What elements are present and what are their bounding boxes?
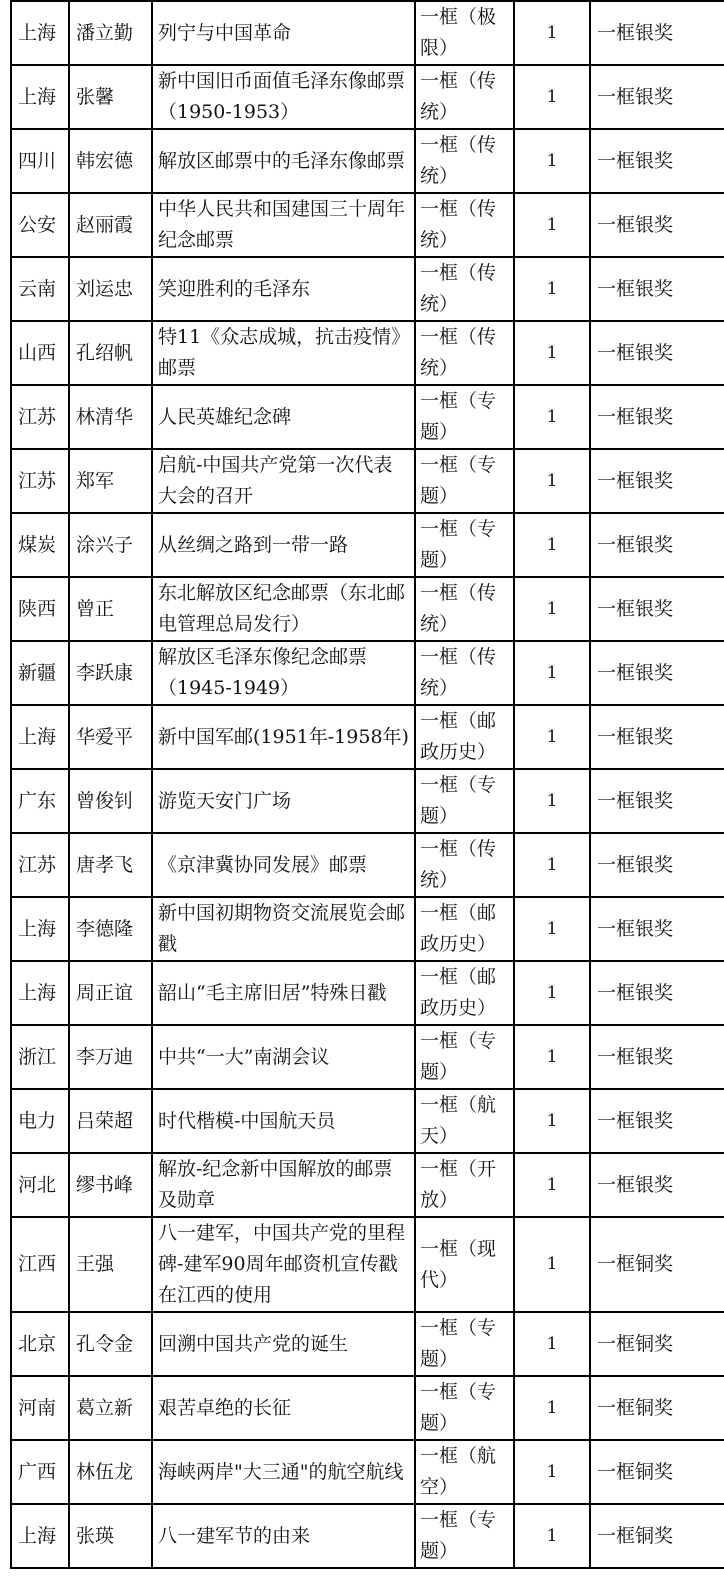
region-cell: 广东 [11, 769, 69, 833]
exhibit-category-cell: 一框（航空） [415, 1440, 514, 1504]
award-cell: 一框铜奖 [590, 1440, 724, 1504]
exhibit-title-cell: 游览天安门广场 [152, 769, 415, 833]
exhibit-title-cell: 新中国军邮(1951年-1958年) [152, 705, 415, 769]
region-cell: 北京 [11, 1312, 69, 1376]
exhibit-title-cell: 解放区毛泽东像纪念邮票（1945-1949） [152, 641, 415, 705]
exhibit-category-cell: 一框（邮政历史） [415, 705, 514, 769]
region-cell: 云南 [11, 257, 69, 321]
exhibitor-name-cell: 李跃康 [69, 641, 152, 705]
award-cell: 一框铜奖 [590, 1376, 724, 1440]
exhibit-category-cell: 一框（邮政历史） [415, 897, 514, 961]
frame-count-cell: 1 [514, 385, 590, 449]
award-cell: 一框银奖 [590, 1089, 724, 1153]
region-cell: 浙江 [11, 1025, 69, 1089]
exhibit-category-cell: 一框（开放） [415, 1153, 514, 1217]
table-row [11, 577, 724, 641]
exhibitor-name-cell: 韩宏德 [69, 129, 152, 193]
frame-count-cell: 1 [514, 1504, 590, 1568]
frame-count-cell: 1 [514, 257, 590, 321]
table-row [11, 961, 724, 1025]
region-cell: 河南 [11, 1376, 69, 1440]
exhibit-category-cell: 一框（邮政历史） [415, 961, 514, 1025]
award-cell: 一框银奖 [590, 449, 724, 513]
exhibit-title-cell: 韶山“毛主席旧居”特殊日戳 [152, 961, 415, 1025]
exhibit-category-cell: 一框（传统） [415, 129, 514, 193]
table-row [11, 513, 724, 577]
exhibitor-name-cell: 李德隆 [69, 897, 152, 961]
table-row [11, 1376, 724, 1440]
exhibit-title-cell: 启航-中国共产党第一次代表大会的召开 [152, 449, 415, 513]
exhibit-title-cell: 回溯中国共产党的诞生 [152, 1312, 415, 1376]
table-row [11, 1504, 724, 1568]
award-cell: 一框银奖 [590, 577, 724, 641]
region-cell: 江苏 [11, 449, 69, 513]
exhibitor-name-cell: 曾正 [69, 577, 152, 641]
award-cell: 一框银奖 [590, 897, 724, 961]
exhibit-title-cell: 中华人民共和国建国三十周年纪念邮票 [152, 193, 415, 257]
exhibit-title-cell: 新中国旧币面值毛泽东像邮票（1950-1953） [152, 65, 415, 129]
frame-count-cell: 1 [514, 321, 590, 385]
exhibit-category-cell: 一框（专题） [415, 449, 514, 513]
exhibit-title-cell: 新中国初期物资交流展览会邮戳 [152, 897, 415, 961]
exhibitor-name-cell: 葛立新 [69, 1376, 152, 1440]
exhibitor-name-cell: 王强 [69, 1217, 152, 1312]
region-cell: 上海 [11, 65, 69, 129]
frame-count-cell: 1 [514, 1089, 590, 1153]
exhibit-category-cell: 一框（传统） [415, 257, 514, 321]
region-cell: 上海 [11, 961, 69, 1025]
exhibit-category-cell: 一框（专题） [415, 769, 514, 833]
region-cell: 上海 [11, 897, 69, 961]
exhibit-title-cell: 《京津冀协同发展》邮票 [152, 833, 415, 897]
table-row [11, 833, 724, 897]
exhibit-title-cell: 八一建军，中国共产党的里程碑-建军90周年邮资机宣传戳在江西的使用 [152, 1217, 415, 1312]
region-cell: 江西 [11, 1217, 69, 1312]
exhibit-category-cell: 一框（航天） [415, 1089, 514, 1153]
exhibit-category-cell: 一框（传统） [415, 65, 514, 129]
exhibit-category-cell: 一框（传统） [415, 193, 514, 257]
exhibitor-name-cell: 潘立勤 [69, 1, 152, 65]
exhibitor-name-cell: 郑军 [69, 449, 152, 513]
exhibitor-name-cell: 李万迪 [69, 1025, 152, 1089]
region-cell: 公安 [11, 193, 69, 257]
exhibit-category-cell: 一框（极限） [415, 1, 514, 65]
exhibit-category-cell: 一框（专题） [415, 1504, 514, 1568]
exhibit-category-cell: 一框（现代） [415, 1217, 514, 1312]
region-cell: 煤炭 [11, 513, 69, 577]
table-row [11, 897, 724, 961]
exhibitor-name-cell: 孔绍帆 [69, 321, 152, 385]
region-cell: 陕西 [11, 577, 69, 641]
award-cell: 一框银奖 [590, 513, 724, 577]
frame-count-cell: 1 [514, 65, 590, 129]
exhibit-title-cell: 八一建军节的由来 [152, 1504, 415, 1568]
exhibitor-name-cell: 赵丽霞 [69, 193, 152, 257]
award-cell: 一框银奖 [590, 769, 724, 833]
exhibit-title-cell: 艰苦卓绝的长征 [152, 1376, 415, 1440]
exhibitor-name-cell: 张馨 [69, 65, 152, 129]
exhibit-title-cell: 海峡两岸"大三通"的航空航线 [152, 1440, 415, 1504]
award-cell: 一框银奖 [590, 1, 724, 65]
region-cell: 新疆 [11, 641, 69, 705]
award-cell: 一框银奖 [590, 385, 724, 449]
table-row [11, 65, 724, 129]
table-row [11, 1, 724, 65]
exhibitor-name-cell: 吕荣超 [69, 1089, 152, 1153]
frame-count-cell: 1 [514, 513, 590, 577]
award-cell: 一框铜奖 [590, 1312, 724, 1376]
table-row [11, 1217, 724, 1312]
award-cell: 一框铜奖 [590, 1504, 724, 1568]
award-cell: 一框银奖 [590, 129, 724, 193]
region-cell: 上海 [11, 1, 69, 65]
exhibit-title-cell: 列宁与中国革命 [152, 1, 415, 65]
exhibitor-name-cell: 周正谊 [69, 961, 152, 1025]
frame-count-cell: 1 [514, 1153, 590, 1217]
exhibit-title-cell: 人民英雄纪念碑 [152, 385, 415, 449]
table-row [11, 449, 724, 513]
exhibit-title-cell: 中共“一大”南湖会议 [152, 1025, 415, 1089]
award-cell: 一框银奖 [590, 65, 724, 129]
exhibit-title-cell: 从丝绸之路到一带一路 [152, 513, 415, 577]
frame-count-cell: 1 [514, 641, 590, 705]
exhibit-category-cell: 一框（专题） [415, 1376, 514, 1440]
exhibitor-name-cell: 曾俊钊 [69, 769, 152, 833]
award-table [10, 0, 724, 1569]
frame-count-cell: 1 [514, 833, 590, 897]
frame-count-cell: 1 [514, 1025, 590, 1089]
frame-count-cell: 1 [514, 577, 590, 641]
table-row [11, 1153, 724, 1217]
award-cell: 一框银奖 [590, 1153, 724, 1217]
exhibit-category-cell: 一框（专题） [415, 1312, 514, 1376]
region-cell: 河北 [11, 1153, 69, 1217]
region-cell: 山西 [11, 321, 69, 385]
exhibitor-name-cell: 林伍龙 [69, 1440, 152, 1504]
frame-count-cell: 1 [514, 1217, 590, 1312]
frame-count-cell: 1 [514, 1312, 590, 1376]
region-cell: 江苏 [11, 385, 69, 449]
award-cell: 一框银奖 [590, 257, 724, 321]
exhibitor-name-cell: 涂兴子 [69, 513, 152, 577]
table-row [11, 769, 724, 833]
award-table-body [11, 1, 724, 1568]
frame-count-cell: 1 [514, 193, 590, 257]
table-row [11, 193, 724, 257]
exhibit-category-cell: 一框（传统） [415, 833, 514, 897]
frame-count-cell: 1 [514, 1440, 590, 1504]
frame-count-cell: 1 [514, 961, 590, 1025]
exhibitor-name-cell: 孔令金 [69, 1312, 152, 1376]
frame-count-cell: 1 [514, 705, 590, 769]
table-row [11, 257, 724, 321]
award-cell: 一框银奖 [590, 961, 724, 1025]
exhibitor-name-cell: 刘运忠 [69, 257, 152, 321]
exhibit-category-cell: 一框（传统） [415, 321, 514, 385]
exhibitor-name-cell: 张瑛 [69, 1504, 152, 1568]
region-cell: 江苏 [11, 833, 69, 897]
region-cell: 广西 [11, 1440, 69, 1504]
table-row [11, 129, 724, 193]
exhibit-title-cell: 东北解放区纪念邮票（东北邮电管理总局发行） [152, 577, 415, 641]
table-row [11, 641, 724, 705]
exhibit-category-cell: 一框（专题） [415, 385, 514, 449]
table-row [11, 1312, 724, 1376]
frame-count-cell: 1 [514, 129, 590, 193]
region-cell: 四川 [11, 129, 69, 193]
exhibitor-name-cell: 林清华 [69, 385, 152, 449]
award-cell: 一框银奖 [590, 705, 724, 769]
table-row [11, 1440, 724, 1504]
exhibit-title-cell: 解放-纪念新中国解放的邮票及勋章 [152, 1153, 415, 1217]
exhibit-title-cell: 时代楷模-中国航天员 [152, 1089, 415, 1153]
region-cell: 上海 [11, 705, 69, 769]
exhibitor-name-cell: 华爱平 [69, 705, 152, 769]
table-row [11, 321, 724, 385]
award-cell: 一框银奖 [590, 193, 724, 257]
award-cell: 一框银奖 [590, 1025, 724, 1089]
exhibit-title-cell: 解放区邮票中的毛泽东像邮票 [152, 129, 415, 193]
frame-count-cell: 1 [514, 769, 590, 833]
exhibit-category-cell: 一框（专题） [415, 513, 514, 577]
exhibit-category-cell: 一框（传统） [415, 641, 514, 705]
exhibitor-name-cell: 缪书峰 [69, 1153, 152, 1217]
frame-count-cell: 1 [514, 1376, 590, 1440]
table-row [11, 1089, 724, 1153]
region-cell: 上海 [11, 1504, 69, 1568]
exhibit-title-cell: 特11《众志成城，抗击疫情》邮票 [152, 321, 415, 385]
frame-count-cell: 1 [514, 897, 590, 961]
exhibit-title-cell: 笑迎胜利的毛泽东 [152, 257, 415, 321]
exhibit-category-cell: 一框（专题） [415, 1025, 514, 1089]
frame-count-cell: 1 [514, 1, 590, 65]
exhibitor-name-cell: 唐孝飞 [69, 833, 152, 897]
award-cell: 一框银奖 [590, 321, 724, 385]
table-row [11, 385, 724, 449]
award-cell: 一框铜奖 [590, 1217, 724, 1312]
table-row [11, 705, 724, 769]
region-cell: 电力 [11, 1089, 69, 1153]
frame-count-cell: 1 [514, 449, 590, 513]
award-cell: 一框银奖 [590, 833, 724, 897]
exhibit-category-cell: 一框（传统） [415, 577, 514, 641]
table-row [11, 1025, 724, 1089]
award-cell: 一框银奖 [590, 641, 724, 705]
